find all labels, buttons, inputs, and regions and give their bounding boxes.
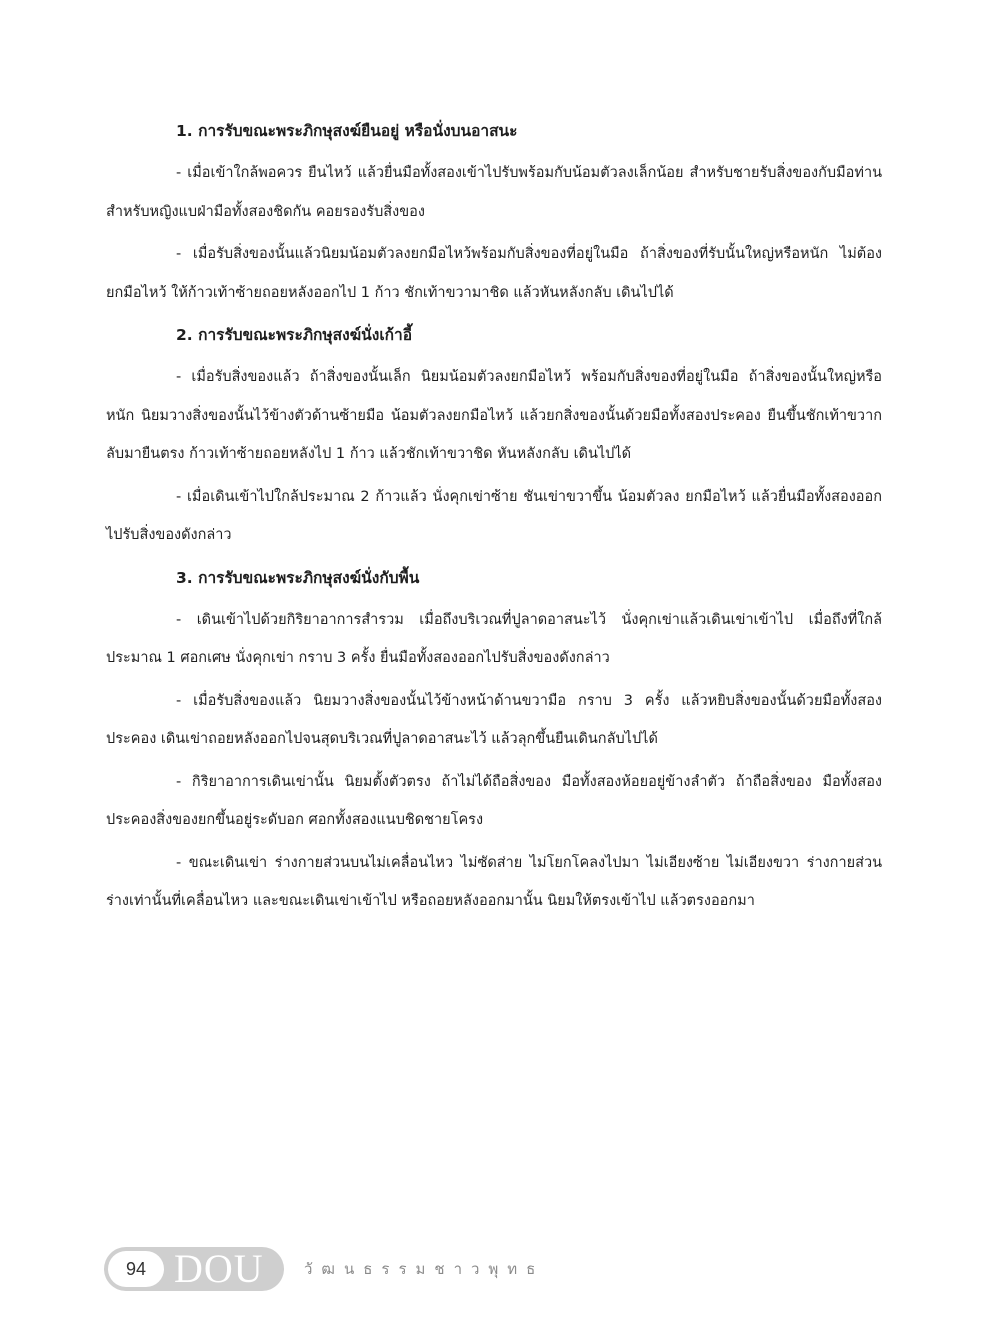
paragraph: - กิริยาอาการเดินเข่านั้น นิยมตั้งตัวตรง ถ้าไม่ได้ถือสิ่งของ มือทั้งสองห้อยอยู่ข้างลำตัว ถ้าถือสิ่งของ มือทั้งสองประคองสิ่งของยกขึ้นอยู่ระดับอก ศอกทั้งสองแนบชิดชายโครง [106,773,882,828]
paragraph: - เดินเข้าไปด้วยกิริยาอาการสำรวม เมื่อถึงบริเวณที่ปูลาดอาสนะไว้ นั่งคุกเข่าแล้วเดินเข่าเข้าไป เมื่อถึงที่ใกล้ประมาณ 1 ศอกเศษ นั่งคุกเข่า กราบ 3 ครั้ง ยื่นมือทั้งสองออกไปรับสิ่งของดังกล่าว [106,611,882,666]
dou-logo: DOU [174,1246,264,1291]
paragraph: - เมื่อเดินเข้าไปใกล้ประมาณ 2 ก้าวแล้ว นั่งคุกเข่าซ้าย ชันเข่าขวาขึ้น น้อมตัวลง ยกมือไหว้ แล้วยื่นมือทั้งสองออกไปรับสิ่งของดังกล่าว [106,488,882,543]
page-number: 94 [108,1251,164,1287]
footer-badge [104,1247,284,1291]
section-3 [106,559,882,921]
section-1 [106,112,882,312]
section-heading: 1. การรับขณะพระภิกษุสงฆ์ยืนอยู่ หรือนั่งบนอาสนะ [176,122,518,140]
page-footer [104,1247,544,1291]
paragraph: - ขณะเดินเข่า ร่างกายส่วนบนไม่เคลื่อนไหว ไม่ซัดส่าย ไม่โยกโคลงไปมา ไม่เอียงซ้าย ไม่เอียงขวา ร่างกายส่วนร่างเท่านั้นที่เคลื่อนไหว และขณะเดินเข่าเข้าไป หรือถอยหลังออกมานั้น นิยมให้ตรงเข้าไป แล้วตรงออกมา [106,854,882,909]
paragraph: - เมื่อรับสิ่งของนั้นแล้วนิยมน้อมตัวลงยกมือไหว้พร้อมกับสิ่งของที่อยู่ในมือ ถ้าสิ่งของที่รับนั้นใหญ่หรือหนัก ไม่ต้องยกมือไหว้ ให้ก้าวเท้าซ้ายถอยหลังออกไป 1 ก้าว ชักเท้าขวามาชิด แล้วหันหลังกลับ เดินไปได้ [106,246,882,301]
paragraph: - เมื่อเข้าใกล้พอควร ยืนไหว้ แล้วยื่นมือทั้งสองเข้าไปรับพร้อมกับน้อมตัวลงเล็กน้อย สำหรับชายรับสิ่งของกับมือท่าน สำหรับหญิงแบฝ่ามือทั้งสองชิดกัน คอยรองรับสิ่งของ [106,165,882,220]
section-heading: 2. การรับขณะพระภิกษุสงฆ์นั่งเก้าอี้ [176,326,413,344]
page-content [106,112,882,925]
paragraph: - เมื่อรับสิ่งของแล้ว นิยมวางสิ่งของนั้นไว้ข้างหน้าด้านขวามือ กราบ 3 ครั้ง แล้วหยิบสิ่งของนั้นด้วยมือทั้งสองประคอง เดินเข่าถอยหลังออกไปจนสุดบริเวณที่ปูลาดอาสนะไว้ แล้วลุกขึ้นยืนเดินกลับไปได้ [106,692,882,747]
book-title: วัฒนธรรมชาวพุทธ [304,1260,545,1278]
section-heading: 3. การรับขณะพระภิกษุสงฆ์นั่งกับพื้น [176,568,420,587]
section-2 [106,316,882,555]
paragraph: - เมื่อรับสิ่งของแล้ว ถ้าสิ่งของนั้นเล็ก นิยมน้อมตัวลงยกมือไหว้ พร้อมกับสิ่งของที่อยู่ในมือ ถ้าสิ่งของนั้นใหญ่หรือหนัก นิยมวางสิ่งของนั้นไว้ข้างตัวด้านซ้ายมือ น้อมตัวลงยกมือไหว้ แล้วยกสิ่งของนั้นด้วยมือทั้งสองประคอง ยืนขึ้นชักเท้าขวากลับมายืนตรง ก้าวเท้าซ้ายถอยหลังไป 1 ก้าว แล้วชักเท้าขวาชิด หันหลังกลับ เดินไปได้ [106,369,882,462]
